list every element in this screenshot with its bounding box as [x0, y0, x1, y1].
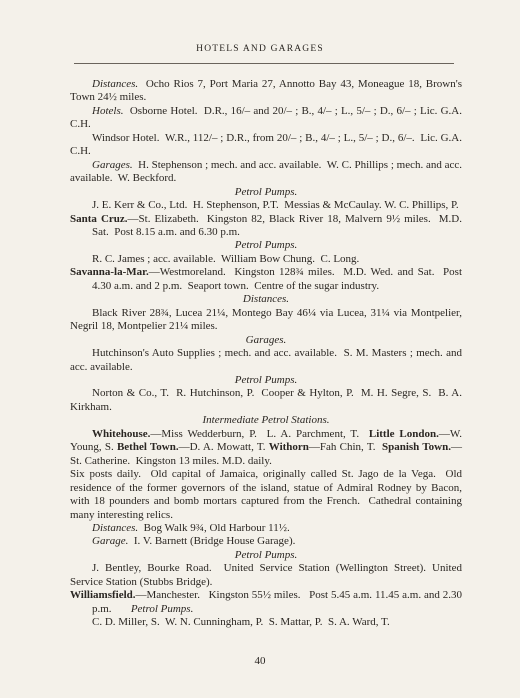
page-number: 40: [254, 655, 266, 667]
paragraph: Hotels. Osborne Hotel. D.R., 16/– and 20/– ; B., 4/– ; L., 5/– ; D., 6/– ; Lic. G.A. C.H.: [70, 104, 462, 131]
paragraph: Garage. I. V. Barnett (Bridge House Garage).: [92, 535, 296, 548]
paragraph: Hutchinson's Auto Supplies ; mech. and acc. available. S. M. Masters ; mech. and acc. available.: [70, 347, 462, 373]
section-subheading: Intermediate Petrol Stations.: [202, 414, 330, 427]
paragraph: J. Bentley, Bourke Road. United Service Station (Wellington Street). United Service Station (Stubbs Bridge).: [70, 562, 462, 588]
section-subheading: Garages.: [245, 333, 287, 346]
paragraph: Savanna-la-Mar.—Westmoreland. Kingston 128¾ miles. M.D. Wed. and Sat. Post 4.30 a.m. and 2 p.m. Seaport town. Centre of the sugar industry.: [70, 266, 462, 292]
paragraph: Distances. Bog Walk 9¾, Old Harbour 11½.: [92, 521, 290, 534]
section-subheading: Distances.: [242, 293, 290, 306]
paragraph: Distances. Ocho Rios 7, Port Maria 27, Annotto Bay 43, Moneague 18, Brown's Town 24½ miles.: [70, 78, 462, 104]
paragraph: Santa Cruz.—St. Elizabeth. Kingston 82, Black River 18, Malvern 9½ miles. M.D. Sat. Post 8.15 a.m. and 6.30 p.m.: [70, 212, 462, 238]
paragraph: Norton & Co., T. R. Hutchinson, P. Cooper & Hylton, P. M. H. Segre, S. B. A. Kirkham.: [70, 387, 462, 413]
paragraph: Windsor Hotel. W.R., 112/– ; D.R., from 20/– ; B., 4/– ; L., 5/– ; D., 6/–. Lic. G.A. C.H.: [70, 131, 462, 158]
section-subheading: Petrol Pumps.: [234, 548, 298, 561]
paragraph: R. C. James ; acc. available. William Bow Chung. C. Long.: [92, 252, 360, 265]
header-rule: [74, 63, 454, 64]
running-header: HOTELS AND GARAGES: [196, 44, 324, 54]
page-body: [70, 78, 462, 630]
section-subheading: Petrol Pumps.: [234, 185, 298, 198]
paragraph: Williamsfield.—Manchester. Kingston 55½ miles. Post 5.45 a.m. 11.45 a.m. and 2.30 p.m. Petrol Pumps.: [70, 589, 462, 615]
paragraph: J. E. Kerr & Co., Ltd. H. Stephenson, P.T. Messias & McCaulay. W. C. Phillips, P.: [92, 199, 459, 212]
section-subheading: Petrol Pumps.: [234, 373, 298, 386]
paragraph: Black River 28¾, Lucea 21¼, Montego Bay 46¼ via Lucea, 31¼ via Montpelier, Negril 18, Montpelier 21¼ miles.: [70, 306, 462, 333]
paragraph: Six posts daily. Old capital of Jamaica, originally called St. Jago de la Vega. Old residence of the former governors of the island, statue of Admiral Rodney by Bacon, with 18 pounders and bomb mortars captured from the French. Cathedral containing many interesting relics.: [70, 468, 462, 521]
paragraph: Whitehouse.—Miss Wedderburn, P. L. A. Parchment, T. Little London.—W. Young, S. Bethel Town.—D. A. Mowatt, T. Withorn—Fah Chin, T. Spanish Town.—St. Catherine. Kingston 13 miles. M.D. daily.: [70, 427, 462, 467]
paragraph: C. D. Miller, S. W. N. Cunningham, P. S. Mattar, P. S. A. Ward, T.: [92, 616, 390, 629]
paragraph: Garages. H. Stephenson ; mech. and acc. available. W. C. Phillips ; mech. and acc. available. W. Beckford.: [70, 158, 462, 185]
section-subheading: Petrol Pumps.: [234, 239, 298, 252]
